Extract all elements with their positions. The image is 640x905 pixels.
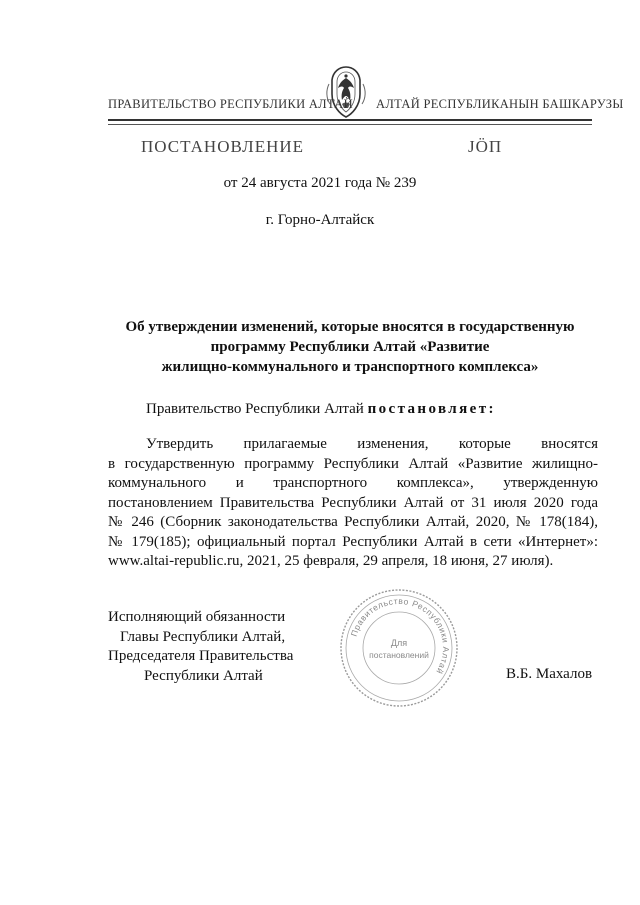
title-line: Об утверждении изменений, которые вносятся в государственную [125,319,575,335]
body-line: коммунального и транспортного комплекса», утвержденную [108,475,598,491]
letterhead-right-text: АЛТАЙ РЕСПУБЛИКАНЫН БАШКАРУЗЫ [376,97,624,111]
signatory-line: Главы Республики Алтай, [120,628,286,645]
signatory-line: Республики Алтай [144,667,263,684]
letterhead-left-text: ПРАВИТЕЛЬСТВО РЕСПУБЛИКИ АЛТАЙ [108,97,353,111]
document-body [108,435,598,572]
body-line: www.altai-republic.ru, 2021, 25 февраля, 29 апреля, 18 июня, 27 июля). [108,553,554,569]
enacting-keyword: постановляет: [367,401,496,417]
body-line: № 246 (Сборник законодательства Республики Алтай, 2020, № 178(184), [108,514,598,530]
body-line: постановлением Правительства Республики Алтай от 31 июля 2020 года [108,494,598,511]
document-city: г. Горно-Алтайск [265,212,375,228]
signatory-line: Исполняющий обязанности [108,609,286,625]
enacting-clause [146,401,496,418]
title-line: программу Республики Алтай «Развитие [210,339,490,355]
document-title [100,317,600,377]
signatory-name: В.Б. Махалов [506,666,593,682]
document-type: ПОСТАНОВЛЕНИЕ [141,137,305,156]
letterhead-divider-thin [108,124,592,125]
body-line: № 179(185); официальный портал Республики Алтай в сети «Интернет»: [108,533,598,550]
stamp-ring-text: Правительство Республики Алтай [348,595,452,677]
stamp-center-line: Для [390,638,408,648]
body-line: в государственную программу Республики Алтай «Развитие жилищно- [108,455,598,472]
body-line: Утвердить прилагаемые изменения, которые вносятся [146,436,598,452]
letterhead-divider [108,119,592,121]
document-date: от 24 августа 2021 года № 239 [223,175,417,191]
signatory-title [108,608,293,686]
title-line: жилищно-коммунального и транспортного комплекса» [161,359,539,375]
enacting-clause-text: Правительство Республики Алтай [146,401,364,417]
stamp-center-line: постановлений [369,650,429,660]
official-stamp [338,587,460,709]
signatory-line: Председателя Правительства [108,648,294,664]
document-type-local: ЈӦП [468,137,503,156]
